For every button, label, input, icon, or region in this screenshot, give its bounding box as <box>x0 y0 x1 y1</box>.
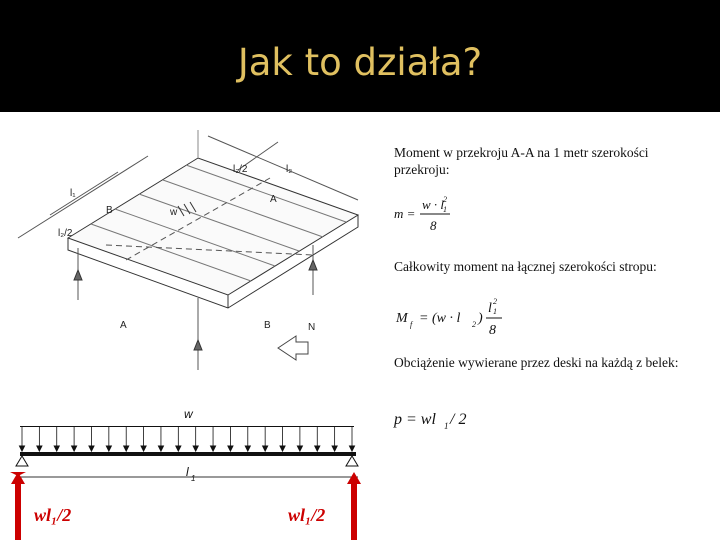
svg-text:f: f <box>410 320 413 329</box>
label-l2-half: l₂/2 <box>233 164 248 175</box>
load-arrow-head <box>193 446 198 451</box>
svg-text:8: 8 <box>489 323 496 338</box>
support-right <box>346 456 358 466</box>
text-total-moment: Całkowity moment na łącznej szerokości stropu: <box>394 259 657 274</box>
label-l2-half-left: l₂/2 <box>58 228 73 239</box>
label-n: N <box>308 322 316 333</box>
slide-title: Jak to działa? <box>237 41 483 84</box>
label-b-bottom: B <box>264 320 271 331</box>
label-b-top: B <box>106 205 113 216</box>
svg-text:w · l: w · l <box>422 197 445 212</box>
load-arrow-head <box>245 446 250 451</box>
label-l2: l₂ <box>286 164 293 175</box>
load-arrow-head <box>332 446 337 451</box>
svg-text:2: 2 <box>443 195 447 204</box>
svg-text:2: 2 <box>472 320 476 329</box>
svg-text:M: M <box>396 311 408 326</box>
load-arrow-head <box>158 446 163 451</box>
label-a-bottom: A <box>120 320 127 331</box>
title-bar <box>0 0 720 112</box>
load-arrow-head <box>54 446 59 451</box>
svg-text:/ 2: / 2 <box>450 411 467 428</box>
load-arrow-head <box>228 446 233 451</box>
load-line <box>20 426 354 427</box>
load-arrow-head <box>37 446 42 451</box>
label-w: w <box>170 207 178 218</box>
svg-text:1: 1 <box>443 205 447 214</box>
load-arrow-head <box>124 446 129 451</box>
svg-text:=: = <box>419 311 429 326</box>
load-arrow-head <box>280 446 285 451</box>
svg-text:p = wl: p = wl <box>394 411 436 428</box>
load-arrow-head <box>141 446 146 451</box>
load-arrow-head <box>106 446 111 451</box>
span-label: l <box>186 465 189 479</box>
text-moment-section: Moment w przekroju A-A na 1 metr szerokości przekroju: <box>394 145 649 177</box>
floor-slab-diagram <box>8 120 378 388</box>
svg-text:1: 1 <box>444 421 449 431</box>
label-a-top: A <box>270 194 277 205</box>
load-arrow-head <box>20 446 25 451</box>
beam-body <box>20 452 356 456</box>
reaction-left-label: wl₁/2 <box>34 505 72 525</box>
svg-text:m =: m = <box>394 206 416 221</box>
beam-load-label: w <box>184 407 193 421</box>
load-arrow-head <box>176 446 181 451</box>
svg-text:2: 2 <box>493 297 497 306</box>
svg-text:1: 1 <box>493 307 497 316</box>
load-arrow-head <box>72 446 77 451</box>
svg-text:1: 1 <box>191 474 196 483</box>
load-arrow-head <box>297 446 302 451</box>
support-left <box>16 456 28 466</box>
load-arrows <box>20 427 355 451</box>
svg-text:(w · l: (w · l <box>432 311 461 326</box>
load-arrow-head <box>315 446 320 451</box>
load-arrow-head <box>89 446 94 451</box>
formula-total-moment <box>392 292 512 340</box>
reaction-right-arrow <box>347 472 361 540</box>
reaction-right-label: wl₁/2 <box>288 505 326 525</box>
label-l1: l₁ <box>70 188 76 199</box>
svg-text:l: l <box>488 301 492 316</box>
svg-text:): ) <box>478 311 483 326</box>
text-load-on-beam: Obciążenie wywierane przez deski na każdą z belek: <box>394 355 679 370</box>
formula-load <box>392 404 482 434</box>
reaction-left-arrow <box>10 472 26 540</box>
load-arrow-head <box>211 446 216 451</box>
load-arrow-head <box>350 446 355 451</box>
svg-text:8: 8 <box>430 218 437 233</box>
load-arrow-head <box>263 446 268 451</box>
formula-moment <box>392 192 462 236</box>
